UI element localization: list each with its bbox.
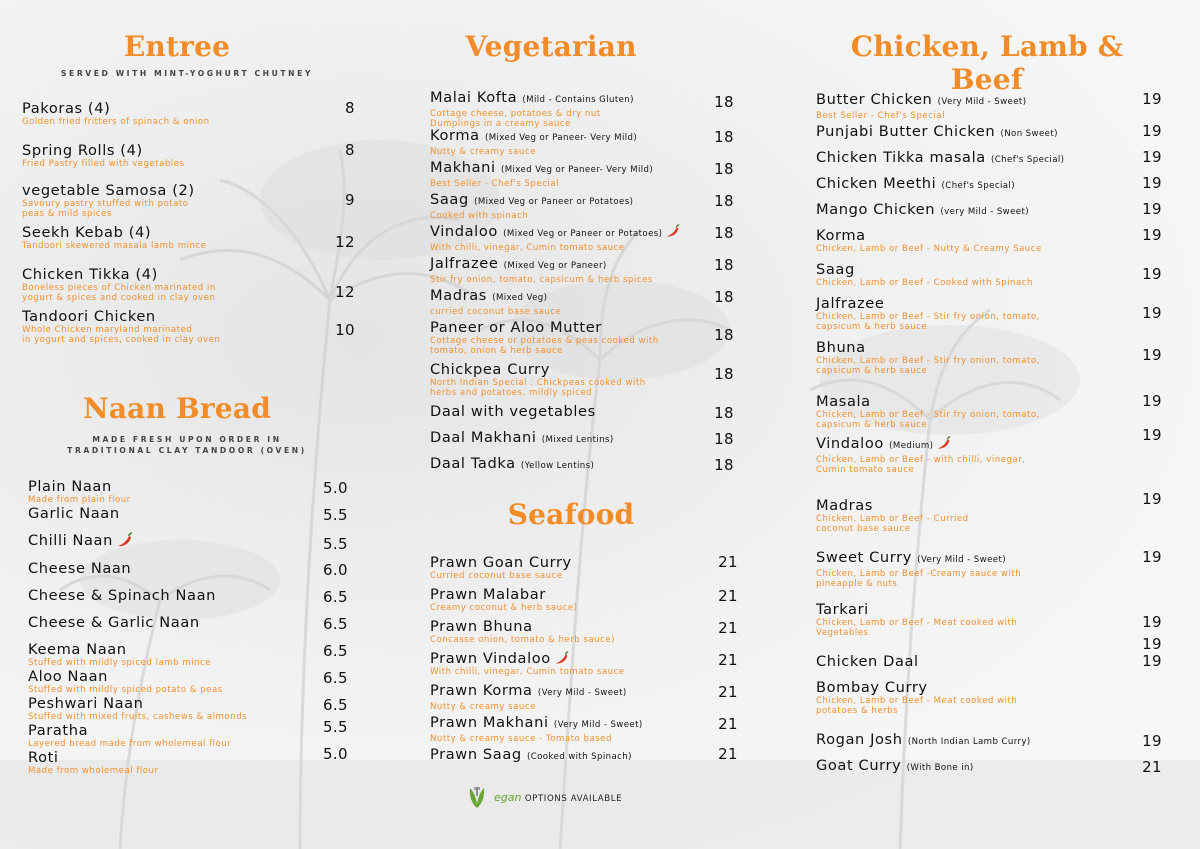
item-price: 18 (714, 256, 734, 274)
item-name: Prawn Saag (430, 746, 522, 763)
item-price: 6.5 (322, 669, 348, 687)
item-name: Cheese Naan (28, 560, 132, 577)
item-price: 10 (335, 321, 355, 339)
item-price: 5.0 (322, 479, 348, 497)
item-desc: Stuffed with mixed fruits, cashews & almonds (28, 712, 248, 722)
item-note: (Cooked with Spinach) (526, 752, 632, 762)
item-desc: Best Seller - Chef's Special (816, 111, 945, 121)
item-desc: Chicken, Lamb or Beef - Curried (816, 514, 969, 524)
item-price: 19 (1142, 174, 1162, 192)
item-name: Vindaloo (816, 435, 884, 452)
item-price: 19 (1142, 652, 1162, 670)
item-name: Tarkari (816, 601, 869, 618)
item-desc: Chicken, Lamb or Beef - Nutty & Creamy Sauce (816, 244, 1042, 254)
menu-item (430, 554, 738, 581)
item-price: 21 (718, 619, 738, 637)
meat-list (816, 91, 1162, 811)
item-desc: Tandoori skewered masala lamb mince (22, 241, 207, 251)
item-name: Masala (816, 393, 871, 410)
menu-item (816, 295, 1162, 332)
item-price: 5.5 (322, 535, 348, 553)
item-note: (Mixed Veg or Paneer- Very Mild) (484, 133, 638, 143)
item-desc: Chicken, Lamb or Beef - Meat cooked with (816, 618, 1018, 628)
menu-item (816, 123, 1162, 143)
item-desc-line2: potatoes & herbs (816, 706, 899, 716)
menu-item (28, 695, 348, 722)
menu-item (430, 403, 734, 420)
item-desc: Stir fry onion, tomato, capsicum & herb spices (430, 275, 653, 285)
item-name: Prawn Bhuna (430, 618, 533, 635)
item-price: 18 (714, 288, 734, 306)
item-price: 19 (1142, 200, 1162, 218)
item-price: 21 (718, 715, 738, 733)
item-desc: Cottage cheese or potatoes & peas cooked with (430, 336, 659, 346)
item-price: 18 (714, 456, 734, 474)
chili-icon (554, 650, 570, 666)
item-name: Madras (816, 497, 873, 514)
menu-item (816, 757, 1162, 777)
menu-item (816, 653, 1162, 670)
item-desc: Stuffed with mildly spiced lamb mince (28, 658, 212, 668)
item-note: (Medium) (889, 441, 934, 451)
item-name: Madras (430, 287, 487, 304)
item-price: 21 (1142, 758, 1162, 776)
item-price: 12 (335, 233, 355, 251)
menu-item (430, 191, 734, 221)
menu-item (22, 182, 355, 219)
item-desc: Whole Chicken maryland marinated (22, 325, 193, 335)
vegetarian-list (430, 89, 734, 479)
menu-item (28, 614, 348, 631)
item-desc: Made from plain flour (28, 495, 131, 505)
vegan-leaf-icon (466, 784, 488, 810)
item-name: Roti (28, 749, 59, 766)
item-price: 19 (1142, 265, 1162, 283)
item-name: Goat Curry (816, 757, 902, 774)
menu-item (816, 91, 1162, 121)
item-name: Plain Naan (28, 478, 112, 495)
item-name: Seekh Kebab (4) (22, 224, 152, 241)
item-price: 8 (345, 141, 355, 159)
item-price: 19 (1142, 90, 1162, 108)
item-note: (Mixed Lentins) (541, 435, 614, 445)
item-price: 12 (335, 283, 355, 301)
naan-title: Naan Bread (83, 392, 271, 425)
item-desc: With chilli, vinegar, Cumin tomato sauce (430, 243, 625, 253)
menu-item (430, 89, 734, 129)
item-note: (Chef's Special) (991, 155, 1065, 165)
item-price: 5.0 (322, 745, 348, 763)
chili-icon (116, 532, 134, 548)
item-price: 18 (714, 93, 734, 111)
item-note: (Mixed Veg or Paneer or Potatoes) (503, 229, 663, 239)
menu-item (430, 682, 738, 712)
menu-item (22, 266, 355, 303)
meat-title: Chicken, Lamb & Beef (850, 30, 1124, 96)
item-price: 6.5 (322, 588, 348, 606)
naan-list (28, 478, 348, 778)
menu-item (28, 532, 348, 553)
menu-item (816, 227, 1162, 254)
item-name: Cheese & Garlic Naan (28, 614, 200, 631)
item-name: Chicken Daal (816, 653, 919, 670)
menu-item (22, 224, 355, 251)
item-desc: Stuffed with mildly spiced potato & peas (28, 685, 223, 695)
menu-item (430, 159, 734, 189)
item-note: (With Bone in) (906, 763, 974, 773)
item-name: Keema Naan (28, 641, 127, 658)
item-name: Prawn Goan Curry (430, 554, 572, 571)
item-note: (Very Mild - Sweet) (553, 720, 643, 730)
menu-item (22, 100, 355, 127)
item-price: 21 (718, 587, 738, 605)
item-desc-line2: tomato, onion & herb sauce (430, 346, 563, 356)
item-desc-line2: capsicum & herb sauce (816, 420, 928, 430)
item-desc: Layered bread made from wholemeal flour (28, 739, 232, 749)
item-name: Saag (816, 261, 855, 278)
item-desc: Concasse onion, tomato & herb sauce) (430, 635, 615, 645)
item-price-2: 19 (1142, 635, 1162, 653)
menu-item (816, 601, 1162, 653)
item-note: (North Indian Lamb Curry) (907, 737, 1031, 747)
item-price: 19 (1142, 392, 1162, 410)
menu-item (430, 650, 738, 677)
menu-item (430, 361, 734, 398)
item-desc: Chicken, Lamb or Beef - with chilli, vinegar, (816, 455, 1026, 465)
item-desc: Savoury pastry stuffed with potato (22, 199, 189, 209)
menu-item (28, 560, 348, 577)
item-name: Jalfrazee (430, 255, 499, 272)
item-price: 18 (714, 404, 734, 422)
item-price: 21 (718, 683, 738, 701)
vegan-options-badge (466, 784, 622, 810)
item-name: Prawn Vindaloo (430, 650, 551, 667)
naan-subtitle-line1: MADE FRESH UPON ORDER IN (92, 435, 282, 444)
menu-item (816, 175, 1162, 195)
item-desc: Creamy coconut & herb sauce) (430, 603, 578, 613)
item-name: Chicken Tikka masala (816, 149, 986, 166)
chili-icon (665, 223, 681, 239)
item-price: 19 (1142, 732, 1162, 750)
item-desc: North Indian Special : Chickpeas cooked with (430, 378, 646, 388)
item-note: (very Mild - Sweet) (940, 207, 1030, 217)
item-note: (Mixed Veg or Paneer or Potatoes) (474, 197, 634, 207)
item-note: (Mixed Veg) (492, 293, 548, 303)
item-desc: Best Seller - Chef's Special (430, 179, 559, 189)
item-name: Spring Rolls (4) (22, 142, 143, 159)
menu-item (22, 142, 355, 169)
item-price: 18 (714, 128, 734, 146)
item-name: Vindaloo (430, 223, 498, 240)
item-desc-line2: capsicum & herb sauce (816, 322, 928, 332)
menu-item (816, 731, 1162, 751)
item-note: (Mixed Veg or Paneer) (503, 261, 607, 271)
item-desc: Boneless pieces of Chicken marinated in (22, 283, 216, 293)
item-price: 5.5 (322, 718, 348, 736)
item-price: 19 (1142, 426, 1162, 444)
menu-item (430, 429, 734, 449)
item-desc: Made from wholemeal flour (28, 766, 159, 776)
menu-item (430, 455, 734, 475)
item-name: Mango Chicken (816, 201, 936, 218)
item-desc-line2: Dumplings in a creamy sauce (430, 119, 571, 129)
item-name: Bhuna (816, 339, 866, 356)
item-desc: Chicken, Lamb or Beef - Meat cooked with (816, 696, 1018, 706)
item-price: 21 (718, 745, 738, 763)
item-name: Tandoori Chicken (22, 308, 156, 325)
item-note: (Very Mild - Sweet) (937, 97, 1027, 107)
menu-item (28, 478, 348, 505)
item-desc-line2: Cumin tomato sauce (816, 465, 915, 475)
item-price: 8 (345, 99, 355, 117)
menu-item (430, 746, 738, 766)
item-desc-line2: pineapple & nuts (816, 579, 898, 589)
item-price: 19 (1142, 613, 1162, 631)
item-desc: Golden fried fritters of spinach & onion (22, 117, 210, 127)
entree-title: Entree (123, 30, 231, 63)
vegan-options-text: OPTIONS AVAILABLE (524, 793, 623, 804)
item-desc-line2: herbs and potatoes, mildly spiced (430, 388, 593, 398)
entree-list (22, 100, 355, 360)
item-desc: Nutty & creamy sauce (430, 147, 536, 157)
item-price: 19 (1142, 122, 1162, 140)
chili-icon (936, 435, 952, 451)
item-name: Daal Tadka (430, 455, 516, 472)
item-name: Prawn Makhani (430, 714, 549, 731)
vegetarian-title: Vegetarian (465, 30, 637, 63)
item-desc: Fried Pastry filled with vegetables (22, 159, 185, 169)
item-desc: Chicken, Lamb or Beef -Creamy sauce with (816, 569, 1022, 579)
menu-item (28, 505, 348, 522)
item-price: 19 (1142, 490, 1162, 508)
item-price: 19 (1142, 346, 1162, 364)
item-note: (Very Mild - Sweet) (917, 555, 1006, 565)
item-name: Makhani (430, 159, 496, 176)
item-name: Sweet Curry (816, 549, 912, 566)
item-name: Paneer or Aloo Mutter (430, 319, 602, 336)
menu-item (430, 319, 734, 356)
item-desc: With chilli, vinegar, Cumin tomato sauce (430, 667, 625, 677)
item-name: Jalfrazee (816, 295, 885, 312)
item-name: Saag (430, 191, 469, 208)
menu-item (28, 718, 348, 749)
seafood-list (430, 554, 738, 794)
item-price: 19 (1142, 548, 1162, 566)
item-price: 6.5 (322, 642, 348, 660)
item-price: 19 (1142, 148, 1162, 166)
item-name: Aloo Naan (28, 668, 108, 685)
menu-item (816, 490, 1162, 534)
naan-subtitle-line2: TRADITIONAL CLAY TANDOOR (OVEN) (67, 446, 307, 455)
item-note: (Mild - Contains Gluten) (522, 95, 634, 105)
item-desc-line2: coconut base sauce (816, 524, 911, 534)
item-name: Korma (816, 227, 866, 244)
item-name: Chicken Tikka (4) (22, 266, 158, 283)
item-name: Rogan Josh (816, 731, 903, 748)
item-note: (Very Mild - Sweet) (537, 688, 627, 698)
menu-item (816, 393, 1162, 430)
item-name: Chickpea Curry (430, 361, 551, 378)
item-name: Garlic Naan (28, 505, 120, 522)
item-desc: Chicken, Lamb or Beef - Stir fry onion, tomato, (816, 356, 1040, 366)
menu-item (816, 549, 1162, 589)
item-name: Butter Chicken (816, 91, 933, 108)
menu-item (22, 308, 355, 345)
item-price: 18 (714, 326, 734, 344)
item-price: 21 (718, 553, 738, 571)
item-note: (Chef's Special) (941, 181, 1015, 191)
menu-item (430, 287, 734, 317)
item-price: 18 (714, 224, 734, 242)
item-name: Daal with vegetables (430, 403, 596, 420)
item-price: 18 (714, 192, 734, 210)
item-name: Pakoras (4) (22, 100, 111, 117)
item-name: Prawn Malabar (430, 586, 546, 603)
item-desc: Cottage cheese, potatoes & dry nut (430, 109, 601, 119)
menu-item (430, 618, 738, 645)
vegan-word: egan (494, 790, 522, 804)
item-name: Punjabi Butter Chicken (816, 123, 996, 140)
menu-item (430, 255, 734, 285)
menu-item (28, 668, 348, 695)
item-name: Prawn Korma (430, 682, 533, 699)
menu-item (816, 426, 1162, 475)
item-price: 21 (718, 651, 738, 669)
menu-item (430, 714, 738, 744)
menu-item (28, 745, 348, 776)
menu-item (430, 127, 734, 157)
item-desc: Nutty & creamy sauce (430, 702, 536, 712)
menu-item (430, 223, 734, 253)
item-desc-line2: peas & mild spices (22, 209, 112, 219)
item-price: 18 (714, 160, 734, 178)
item-price: 5.5 (322, 506, 348, 524)
item-price: 6.5 (322, 615, 348, 633)
item-desc: Cooked with spinach (430, 211, 529, 221)
item-note: (Yellow Lentins) (520, 461, 595, 471)
item-desc: Curried coconut base sauce (430, 571, 563, 581)
menu-item (28, 587, 348, 604)
item-price: 18 (714, 430, 734, 448)
menu-item (28, 641, 348, 668)
item-desc: curried coconut base sauce (430, 307, 562, 317)
menu-item (816, 149, 1162, 169)
menu-item (816, 679, 1162, 716)
item-price: 6.5 (322, 696, 348, 714)
item-name: Malai Kofta (430, 89, 518, 106)
item-desc-line2: Vegetables (816, 628, 869, 638)
menu-item (816, 339, 1162, 376)
item-desc: Nutty & creamy sauce - Tomato based (430, 734, 612, 744)
item-price: 19 (1142, 226, 1162, 244)
item-name: Chilli Naan (28, 532, 113, 549)
item-name: Peshwari Naan (28, 695, 144, 712)
item-name: Paratha (28, 722, 89, 739)
item-name: Korma (430, 127, 480, 144)
item-desc-line2: in yogurt and spices, cooked in clay oven (22, 335, 221, 345)
menu-item (816, 201, 1162, 221)
item-desc-line2: capsicum & herb sauce (816, 366, 928, 376)
item-name: Bombay Curry (816, 679, 928, 696)
item-price: 9 (345, 191, 355, 209)
item-name: Chicken Meethi (816, 175, 937, 192)
item-name: Daal Makhani (430, 429, 537, 446)
item-price: 6.0 (322, 561, 348, 579)
entree-subtitle: SERVED WITH MINT-YOGHURT CHUTNEY (60, 69, 313, 78)
item-note: (Non Sweet) (1000, 129, 1058, 139)
seafood-title: Seafood (507, 498, 635, 531)
item-price: 18 (714, 365, 734, 383)
item-note: (Mixed Veg or Paneer- Very Mild) (500, 165, 654, 175)
menu-item (816, 261, 1162, 288)
item-price: 19 (1142, 304, 1162, 322)
menu-item (430, 586, 738, 613)
item-name: vegetable Samosa (2) (22, 182, 195, 199)
item-desc-line2: yogurt & spices and cooked in clay oven (22, 293, 216, 303)
item-desc: Chicken, Lamb or Beef - Stir fry onion, tomato, (816, 312, 1040, 322)
item-desc: Chicken, Lamb or Beef - Cooked with Spinach (816, 278, 1033, 288)
item-name: Cheese & Spinach Naan (28, 587, 216, 604)
item-desc: Chicken, Lamb or Beef - Stir fry onion, tomato, (816, 410, 1040, 420)
